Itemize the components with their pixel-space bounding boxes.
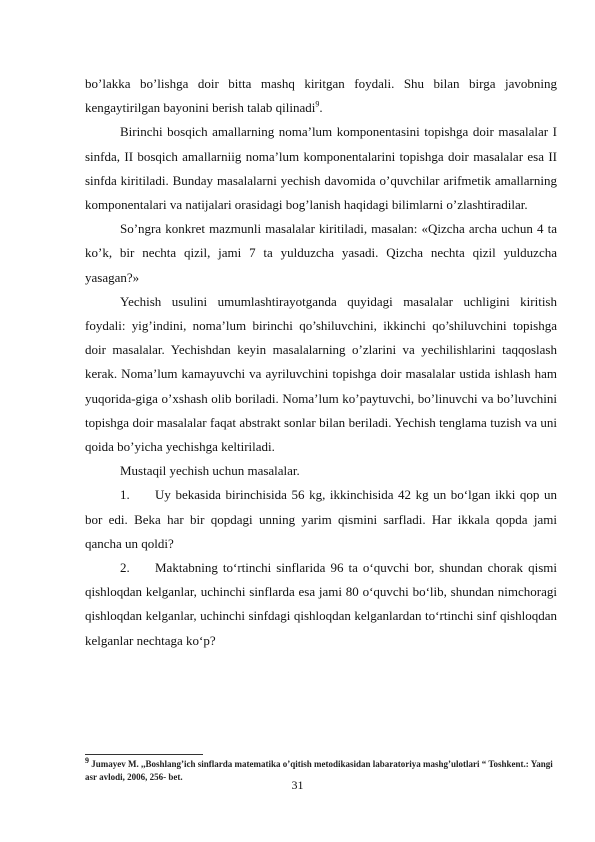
page-body (85, 72, 557, 653)
footnote-number: 9 (85, 756, 89, 765)
list-item (85, 483, 557, 556)
footnote-divider (85, 754, 203, 755)
list-item (85, 556, 557, 653)
list-item-number: 2. (120, 560, 130, 576)
list-item-text: Maktabning to‘rtinchi sinflarida 96 ta o‘quvchi bor, shundan chorak qismi qishloqdan kelganlar, uchinchi sinflarda esa jami 80 o‘quvchi bo‘lib, shundan nimchoragi qishloqdan kelganlar, uchinchi sinfdagi qishloqdan kelganlardan to‘rtinchi sinf qishloqdan kelganlar nechtaga ko‘p? (85, 560, 557, 648)
paragraph-1 (85, 72, 557, 120)
paragraph-2: Birinchi bosqich amallarning noma’lum komponentasini topishga doir masalalar I sinfda, II bosqich amallarniig noma’lum komponentalarini topishga doir masalalar esa II sinfda kiritiladi. Bunday masalalarni yechish davomida o’quvchilar arifmetik amallarning komponentalari va natijalari orasidagi bog’lanish haqidagi bilimlarni o’zlashtiradilar. (85, 124, 557, 213)
list-item-text: Uy bekasida birinchisida 56 kg, ikkinchisida 42 kg un bo‘lgan ikki qop un bor edi. Beka har bir qopdagi unning yarim qismini sarfladi. Har ikkala qopda jami qancha un qoldi? (85, 487, 557, 551)
footnote-ref[interactable]: 9 (315, 99, 320, 109)
paragraph-1-text: bo’lakka bo’lishga doir bitta mashq kiritgan foydali. Shu bilan birga javobning kengaytirilgan bayonini berish talab qilinadi (85, 76, 557, 116)
footnote-text: Jumayev M. ,,Boshlang’ich sinflarda matematika o’qitish metodikasidan labaratoriya mashg’ulotlari “ Toshkent.: Yangi asr avlodi, 2006, 256- bet. (85, 759, 553, 782)
paragraph-3: So’ngra konkret mazmunli masalalar kiritiladi, masalan: «Qizcha archa uchun 4 ta ko’k, bir nechta qizil, jami 7 ta yulduzcha yasadi. Qizcha nechta qizil yulduzcha yasagan?» (85, 221, 557, 285)
paragraph-4: Yechish usulini umumlashtirayotganda quyidagi masalalar uchligini kiritish foydali: yig’indini, noma’lum birinchi qo’shiluvchini, ikkinchi qo’shiluvchini topishga doir masalalar. Yechishdan keyin masalalarning o’zlarini va yechilishlarini taqqoslash kerak. Noma’lum kamayuvchi va ayriluvchini topishga doir masalalar ustida ishlash ham yuqorida-giga o’xshash olib boriladi. Noma’lum ko’paytuvchi, bo’linuvchi va bo’luvchini topishga doir masalalar faqat abstrakt sonlar bilan beriladi. Yechish tenglama tuzish va uni qoida bo’yicha yechishga keltiriladi. (85, 293, 557, 455)
page-number: 31 (291, 778, 304, 792)
list-item-number: 1. (120, 487, 130, 503)
paragraph-1-end: . (319, 100, 323, 116)
paragraph-5: Mustaqil yechish uchun masalalar. (120, 463, 300, 479)
